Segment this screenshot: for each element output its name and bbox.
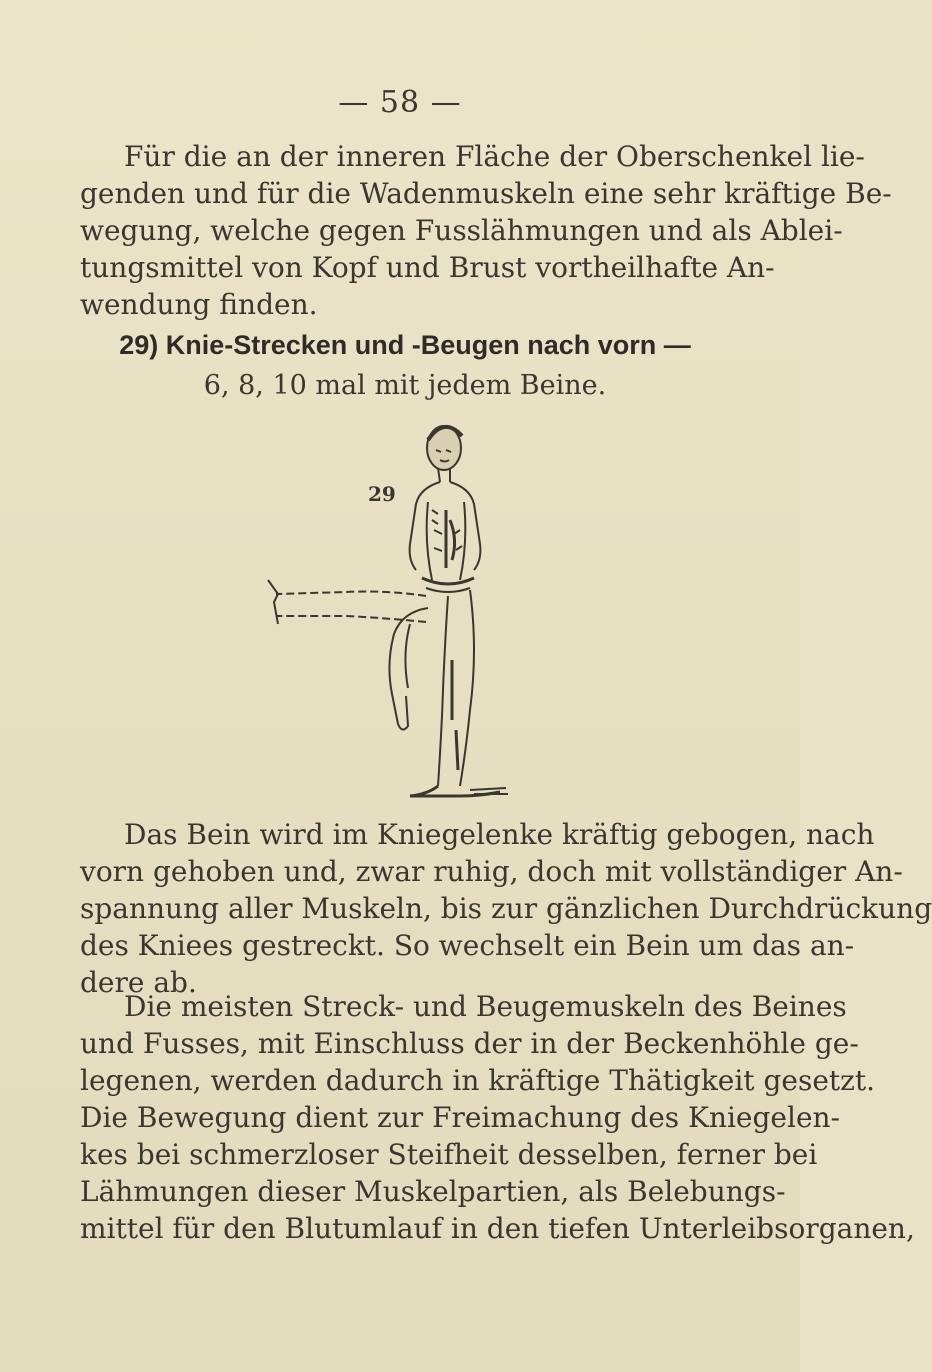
exercise-heading: 29) Knie-Strecken und -Beugen nach vorn — <box>119 330 691 360</box>
text-line: spannung aller Muskeln, bis zur gänzlichen Durchdrückung <box>80 892 932 925</box>
text-line: und Fusses, mit Einschluss der in der Beckenhöhle ge- <box>80 1027 859 1060</box>
figure-label: 29 <box>368 482 396 506</box>
text-line: tungsmittel von Kopf und Brust vortheilhafte An- <box>80 251 775 284</box>
exercise-figure <box>250 410 550 810</box>
text-line: des Kniees gestreckt. So wechselt ein Bein um das an- <box>80 929 855 962</box>
text-line: wendung finden. <box>80 288 318 321</box>
text-line: genden und für die Wadenmuskeln eine sehr kräftige Be- <box>80 177 892 210</box>
text-line: Das Bein wird im Kniegelenke kräftig gebogen, nach <box>124 818 875 851</box>
text-line: wegung, welche gegen Fusslähmungen und als Ablei- <box>80 214 843 247</box>
paragraph-2 <box>80 816 932 1001</box>
exercise-repetitions: 6, 8, 10 mal mit jedem Beine. <box>203 370 607 401</box>
text-line: vorn gehoben und, zwar ruhig, doch mit vollständiger An- <box>80 855 903 888</box>
text-line: Die meisten Streck- und Beugemuskeln des Beines <box>124 990 847 1023</box>
standing-figure-knee-raised-illustration <box>250 410 550 810</box>
page-number: — 58 — <box>338 85 462 120</box>
text-line: dere ab. <box>80 966 197 999</box>
text-line: Die Bewegung dient zur Freimachung des Kniegelen- <box>80 1101 841 1134</box>
text-line: Lähmungen dieser Muskelpartien, als Belebungs- <box>80 1175 786 1208</box>
text-line: Für die an der inneren Fläche der Oberschenkel lie- <box>124 140 865 173</box>
text-line: legenen, werden dadurch in kräftige Thätigkeit gesetzt. <box>80 1064 876 1097</box>
text-line: mittel für den Blutumlauf in den tiefen Unterleibsorganen, <box>80 1212 915 1245</box>
text-line: kes bei schmerzloser Steifheit desselben, ferner bei <box>80 1138 818 1171</box>
paragraph-1 <box>80 138 892 323</box>
paragraph-3 <box>80 988 915 1247</box>
